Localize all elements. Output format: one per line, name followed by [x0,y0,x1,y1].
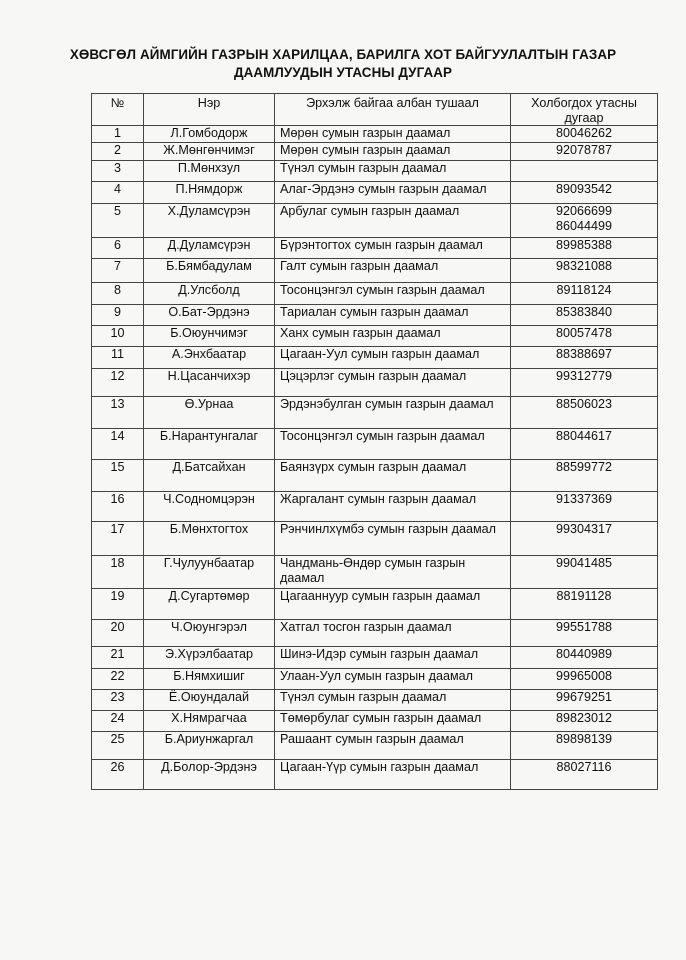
row-name: Б.Оюунчимэг [144,326,275,347]
row-name: Д.Болор-Эрдэнэ [144,760,275,790]
table-row [92,143,658,161]
row-phone: 88027116 [511,760,658,790]
row-name: Н.Цасанчихэр [144,369,275,397]
table-header-row [92,94,658,126]
table-row [92,283,658,305]
table-row [92,589,658,620]
row-phone: 80046262 [511,126,658,143]
row-number: 19 [92,589,144,620]
row-number: 15 [92,460,144,492]
row-phone: 89898139 [511,732,658,760]
row-phone: 85383840 [511,305,658,326]
table-row [92,238,658,259]
row-position: Цэцэрлэг сумын газрын даамал [275,369,511,397]
row-position: Мөрөн сумын газрын даамал [275,143,511,161]
table-row [92,760,658,790]
row-phone: 99551788 [511,620,658,647]
row-phone: 89118124 [511,283,658,305]
row-position: Улаан-Уул сумын газрын даамал [275,669,511,690]
table-row [92,161,658,182]
row-position: Ханх сумын газрын даамал [275,326,511,347]
row-number: 24 [92,711,144,732]
row-phone: 91337369 [511,492,658,522]
row-name: П.Нямдорж [144,182,275,204]
table-row [92,347,658,369]
row-phone: 99965008 [511,669,658,690]
row-position: Шинэ-Идэр сумын газрын даамал [275,647,511,669]
row-name: Х.Нямрагчаа [144,711,275,732]
header-phone: Холбогдох утасны дугаар [511,94,658,126]
row-position: Түнэл сумын газрын даамал [275,161,511,182]
row-phone: 99679251 [511,690,658,711]
row-position: Жаргалант сумын газрын даамал [275,492,511,522]
row-position: Алаг-Эрдэнэ сумын газрын даамал [275,182,511,204]
row-phone: 98321088 [511,259,658,283]
row-phone: 99041485 [511,556,658,589]
title-line-1: ХӨВСГӨЛ АЙМГИЙН ГАЗРЫН ХАРИЛЦАА, БАРИЛГА ХОТ БАЙГУУЛАЛТЫН ГАЗАР [69,47,617,62]
row-phone: 80057478 [511,326,658,347]
row-name: Д.Сугартөмөр [144,589,275,620]
row-number: 5 [92,204,144,238]
row-number: 18 [92,556,144,589]
row-name: Ж.Мөнгөнчимэг [144,143,275,161]
row-name: Ч.Содномцэрэн [144,492,275,522]
header-position: Эрхэлж байгаа албан тушаал [275,94,511,126]
row-name: А.Энхбаатар [144,347,275,369]
row-number: 13 [92,397,144,429]
row-position: Баянзүрх сумын газрын даамал [275,460,511,492]
table-row [92,522,658,556]
row-position: Галт сумын газрын даамал [275,259,511,283]
row-number: 9 [92,305,144,326]
table-row [92,556,658,589]
row-number: 8 [92,283,144,305]
table-row [92,732,658,760]
table-row [92,620,658,647]
row-position: Тосонцэнгэл сумын газрын даамал [275,429,511,460]
table-row [92,690,658,711]
table-row [92,204,658,238]
table-row [92,711,658,732]
table-row [92,182,658,204]
header-number: № [92,94,144,126]
row-position: Цагаан-Уул сумын газрын даамал [275,347,511,369]
header-name: Нэр [144,94,275,126]
table-row [92,492,658,522]
row-position: Эрдэнэбулган сумын газрын даамал [275,397,511,429]
row-position: Төмөрбулаг сумын газрын даамал [275,711,511,732]
row-name: Ч.Оюунгэрэл [144,620,275,647]
row-name: О.Бат-Эрдэнэ [144,305,275,326]
table-row [92,397,658,429]
row-name: Б.Нямхишиг [144,669,275,690]
row-phone: 88599772 [511,460,658,492]
table-row [92,647,658,669]
row-number: 7 [92,259,144,283]
row-position: Мөрөн сумын газрын даамал [275,126,511,143]
row-phone [511,161,658,182]
contacts-table [91,93,658,790]
row-name: Э.Хүрэлбаатар [144,647,275,669]
row-number: 14 [92,429,144,460]
row-number: 12 [92,369,144,397]
row-name: Б.Бямбадулам [144,259,275,283]
row-number: 1 [92,126,144,143]
row-phone: 89823012 [511,711,658,732]
row-phone: 92066699 86044499 [511,204,658,238]
title-line-2: ДААМЛУУДЫН УТАСНЫ ДУГААР [233,65,453,80]
row-name: Д.Улсболд [144,283,275,305]
row-number: 20 [92,620,144,647]
row-name: Б.Мөнхтогтох [144,522,275,556]
row-position: Рашаант сумын газрын даамал [275,732,511,760]
row-number: 21 [92,647,144,669]
row-name: Ё.Оюундалай [144,690,275,711]
row-number: 16 [92,492,144,522]
row-phone: 99312779 [511,369,658,397]
row-number: 2 [92,143,144,161]
row-position: Түнэл сумын газрын даамал [275,690,511,711]
table-row [92,259,658,283]
row-position: Бүрэнтогтох сумын газрын даамал [275,238,511,259]
row-position: Арбулаг сумын газрын даамал [275,204,511,238]
table-row [92,126,658,143]
row-phone: 88044617 [511,429,658,460]
row-phone: 99304317 [511,522,658,556]
row-position: Цагааннуур сумын газрын даамал [275,589,511,620]
row-name: П.Мөнхзул [144,161,275,182]
row-position: Тосонцэнгэл сумын газрын даамал [275,283,511,305]
row-number: 4 [92,182,144,204]
row-position: Чандмань-Өндөр сумын газрын даамал [275,556,511,589]
row-name: Б.Нарантунгалаг [144,429,275,460]
row-number: 25 [92,732,144,760]
row-number: 26 [92,760,144,790]
row-number: 22 [92,669,144,690]
row-phone: 88506023 [511,397,658,429]
row-number: 3 [92,161,144,182]
table-row [92,669,658,690]
row-phone: 92078787 [511,143,658,161]
table-row [92,326,658,347]
table-row [92,429,658,460]
row-name: Б.Ариунжаргал [144,732,275,760]
table-body [92,126,658,790]
row-phone: 88191128 [511,589,658,620]
row-position: Цагаан-Үүр сумын газрын даамал [275,760,511,790]
row-name: Л.Гомбодорж [144,126,275,143]
row-phone: 89093542 [511,182,658,204]
row-name: Д.Дуламсүрэн [144,238,275,259]
row-number: 17 [92,522,144,556]
row-name: Г.Чулуунбаатар [144,556,275,589]
row-number: 10 [92,326,144,347]
row-number: 6 [92,238,144,259]
row-phone: 88388697 [511,347,658,369]
row-name: Ө.Урнаа [144,397,275,429]
row-number: 23 [92,690,144,711]
document-title [60,46,626,82]
row-position: Тариалан сумын газрын даамал [275,305,511,326]
row-name: Х.Дуламсүрэн [144,204,275,238]
table-row [92,369,658,397]
row-name: Д.Батсайхан [144,460,275,492]
table-row [92,305,658,326]
table-row [92,460,658,492]
row-phone: 80440989 [511,647,658,669]
row-number: 11 [92,347,144,369]
row-phone: 89985388 [511,238,658,259]
row-position: Рэнчинлхүмбэ сумын газрын даамал [275,522,511,556]
row-position: Хатгал тосгон газрын даамал [275,620,511,647]
